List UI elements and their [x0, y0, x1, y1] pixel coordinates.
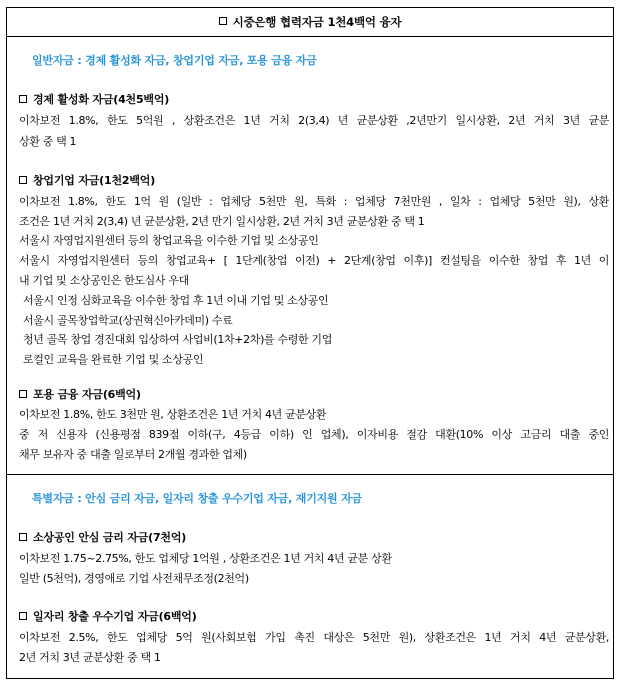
- startup-heading: 창업기업 자금(1천2백억): [19, 172, 155, 188]
- checkbox-icon: [19, 612, 27, 620]
- general-highlight: 일반자금 : 경제 활성화 자금, 창업기업 자금, 포용 금융 자금: [32, 54, 317, 67]
- inclusive-line-3: 채무 보유자 중 대출 일로부터 2개월 경과한 업체): [19, 448, 247, 461]
- title-row: [7, 8, 613, 37]
- inclusive-heading: 포용 금융 자금(6백억): [19, 386, 141, 402]
- general-fund-section: [7, 37, 613, 475]
- safe-rate-line-1: 이차보전 1.75~2.75%, 한도 업체당 1억원 , 상환조건은 1년 거치 4년 균분 상환: [19, 552, 392, 565]
- econ-line-2: 상환 중 택 1: [19, 135, 77, 148]
- notice-box: [6, 7, 614, 679]
- checkbox-icon: [19, 390, 27, 398]
- startup-line-8: 청년 골목 창업 경진대회 입상하여 사업비(1차+2차)를 수령한 기업: [23, 333, 332, 346]
- inclusive-line-1: 이차보전 1.8%, 한도 3천만 원, 상환조건은 1년 거치 4년 균분상환: [19, 408, 327, 421]
- checkbox-icon: [219, 17, 227, 25]
- safe-rate-line-2: 일반 (5천억), 경영애로 기업 사전채무조정(2천억): [19, 572, 249, 585]
- jobs-line-2: 2년 거치 3년 균분상환 중 택 1: [19, 651, 161, 664]
- startup-line-1: 이차보전 1.8%, 한도 1억 원 (일반 : 업체당 5천만 원, 특화 : 업체당 7천만원 , 일차 : 업체당 5천만 원), 상환: [19, 195, 609, 208]
- startup-line-9: 로컬인 교육을 완료한 기업 및 소상공인: [23, 353, 204, 366]
- startup-line-5: 내 기업 및 소상공인은 한도심사 우대: [19, 274, 189, 287]
- inclusive-line-2: 중 저 신용자 (신용평점 839점 이하(구, 4등급 이하) 인 업체), 이자비용 절감 대환(10% 이상 고금리 대출 중인: [19, 428, 609, 441]
- econ-line-1: 이차보전 1.8%, 한도 5억원 , 상환조건은 1년 거치 2(3,4) 년 균분상환 ,2년만기 일시상환, 2년 거치 3년 균분: [19, 114, 609, 127]
- startup-line-4: 서울시 자영업지원센터 등의 창업교육+ [ 1단계(창업 이전) + 2단계(창업 이후)] 컨설팅을 이수한 창업 후 1년 이: [19, 254, 609, 267]
- page-title: 시중은행 협력자금 1천4백억 융자: [232, 15, 402, 29]
- special-highlight: 특별자금 : 안심 금리 자금, 일자리 창출 우수기업 자금, 재기지원 자금: [32, 492, 362, 505]
- checkbox-icon: [19, 533, 27, 541]
- startup-line-3: 서울시 자영업지원센터 등의 창업교육을 이수한 기업 및 소상공인: [19, 234, 319, 247]
- econ-heading: 경제 활성화 자금(4천5백억): [19, 91, 169, 107]
- safe-rate-heading: 소상공인 안심 금리 자금(7천억): [19, 529, 186, 545]
- startup-line-2: 조건은 1년 거치 2(3,4) 년 균분상환, 2년 만기 일시상환, 2년 거치 3년 균분상환 중 택 1: [19, 215, 425, 228]
- jobs-heading: 일자리 창출 우수기업 자금(6백억): [19, 608, 197, 624]
- startup-line-6: 서울시 인정 심화교육을 이수한 창업 후 1년 이내 기업 및 소상공인: [23, 294, 329, 307]
- checkbox-icon: [19, 95, 27, 103]
- startup-line-7: 서울시 골목창업학교(상권혁신아카데미) 수료: [23, 314, 233, 327]
- jobs-line-1: 이차보전 2.5%, 한도 업체당 5억 원(사회보험 가입 촉진 대상은 5천만 원), 상환조건은 1년 거치 4년 균분상환,: [19, 631, 609, 644]
- checkbox-icon: [19, 176, 27, 184]
- special-fund-section: [7, 475, 613, 680]
